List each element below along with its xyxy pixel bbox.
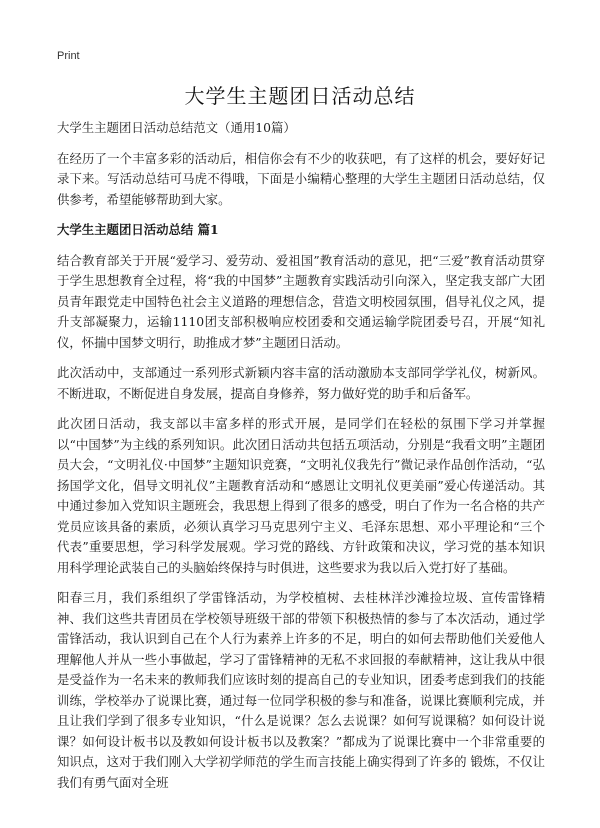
section-heading: 大学生主题团日活动总结 篇1: [57, 222, 219, 237]
intro-paragraph: 在经历了一个丰富多彩的活动后，相信你会有不少的收获吧，有了这样的机会，要好好记录下来。写活动总结可马虎不得哦，下面是小编精心整理的大学生主题团日活动总结，仅供参考，希望能够帮助到大家。: [57, 150, 545, 207]
body-paragraph-3: 此次团日活动，我支部以丰富多样的形式开展，是同学们在轻松的氛围下学习并掌握以“中国梦”为主线的系列知识。此次团日活动共包括五项活动，分别是“我看文明”主题团员大会，“文明礼仪·中国梦”主题知识竞赛，“文明礼仪我先行”微记录作品创作活动，“弘扬国学文化，倡导文明礼仪”主题教育活动和“感恩让文明礼仪更美丽”爱心传递活动。其中通过参加入党知识主题班会，我思想上得到了很多的感受，明白了作为一名合格的共产党员应该具备的素质，必须认真学习马克思列宁主义、毛泽东思想、邓小平理论和“三个代表”重要思想，学习科学发展观。学习党的路线、方针政策和决议，学习党的基本知识用科学理论武装自己的头脑始终保持与时俱进，这些要求为我以后入党打好了基础。: [57, 416, 545, 575]
body-paragraph-4: 阳春三月，我们系组织了学雷锋活动，为学校植树、去桂林洋沙滩捡垃圾、宣传雷锋精神、我们这些共青团员在学校领导班级干部的带领下积极热情的参与了本次活动，通过学雷锋活动，我认识到自己在个人行为素养上许多的不足，明白的如何去帮助他们关爱他人理解他人并从一些小事做起，学习了雷锋精神的无私不求回报的奉献精神，这让我从中很是受益作为一名未来的教师我们应该时刻的提高自己的专业知识，团委考虑到我们的技能训练，学校举办了说课比赛，通过每一位同学积极的参与和准备，说课比赛顺利完成，并且让我们学到了很多专业知识，“什么是说课？怎么去说课？如何写说课稿？如何设计说课？如何设计板书以及教如何设计板书以及教案？”都成为了说课比赛中一个非常重要的知识点，这对于我们刚入大学初学师范的学生而言技能上确实得到了许多的 锻炼，不仅让我们有勇气面对全班: [57, 590, 545, 790]
document-subtitle: 大学生主题团日活动总结范文（通用10篇）: [57, 120, 296, 135]
print-link[interactable]: Print: [57, 50, 80, 62]
page-title: 大学生主题团日活动总结: [184, 84, 416, 108]
body-paragraph-2: 此次活动中，支部通过一系列形式新颖内容丰富的活动激励本支部同学学礼仪，树新风。不断进取，不断促进自身发展，提高自身修养，努力做好党的助手和后备军。: [57, 365, 545, 401]
body-paragraph-1: 结合教育部关于开展“爱学习、爱劳动、爱祖国”教育活动的意见，把“三爱”教育活动贯穿于学生思想教育全过程，将“我的中国梦”主题教育实践活动引向深入，坚定我支部广大团员青年跟党走中国特色社会主义道路的理想信念，营造文明校园氛围，倡导礼仪之风，提升支部凝聚力，运输1110团支部积极响应校团委和交通运输学院团委号召，开展“知礼仪，怀揣中国梦文明行，助推成才梦”主题团日活动。: [57, 252, 545, 350]
document-body: [57, 118, 545, 803]
